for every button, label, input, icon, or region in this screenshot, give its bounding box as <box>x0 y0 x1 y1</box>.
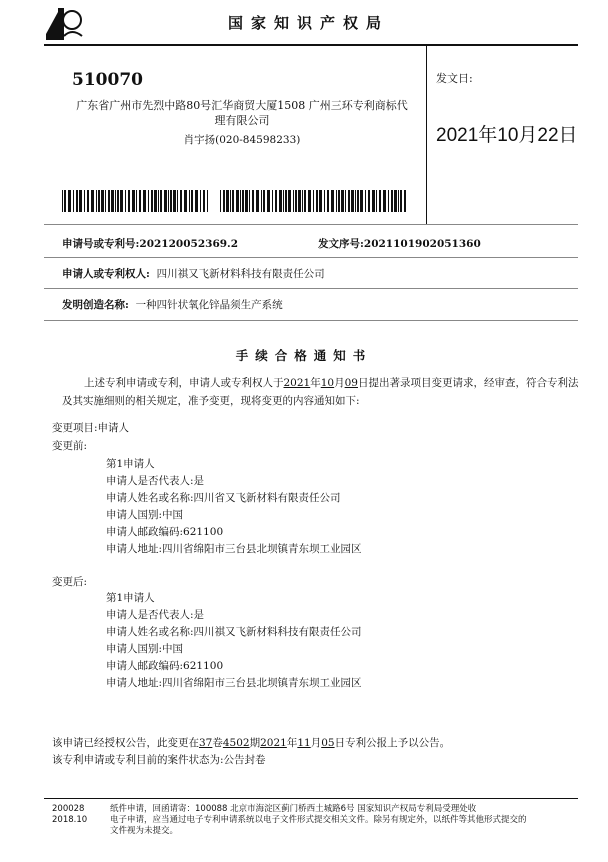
after-item: 申请人邮政编码:621100 <box>106 660 224 672</box>
before-item: 申请人邮政编码:621100 <box>106 526 224 538</box>
request-month: 10 <box>320 377 335 389</box>
footer-line-1: 纸件申请，回函请寄：100088 北京市海淀区蓟门桥西土城路6号 国家知识产权局专利局受理处收 <box>110 804 477 814</box>
after-item: 申请人姓名或名称:四川祺又飞新材料科技有限责任公司 <box>106 626 362 638</box>
pub-text: 该申请已经授权公告，此变更在 <box>52 737 199 749</box>
mailing-address <box>62 98 422 128</box>
application-number <box>62 236 238 251</box>
before-item: 申请人地址:四川省绵阳市三台县北坝镇青东坝工业园区 <box>106 543 362 555</box>
barcode-1 <box>62 190 208 212</box>
postcode: 510070 <box>72 70 143 90</box>
pub-text: 卷 <box>212 737 223 749</box>
notice-intro <box>62 374 582 410</box>
pub-day: 05 <box>321 737 335 749</box>
rule <box>44 257 578 258</box>
invention-label: 发明创造名称: <box>62 299 129 311</box>
address-divider <box>426 46 427 224</box>
intro-text: 日提出著录项目变更请求，经审查，符合专利法及其实施细则的相关规定，准予变更，现将变更的内容通知如下: <box>62 377 579 407</box>
before-label: 变更前: <box>52 440 88 452</box>
request-day: 09 <box>344 377 358 389</box>
address-line-2: 理有限公司 <box>214 114 270 127</box>
address-line-1: 广东省广州市先烈中路80号汇华商贸大厦1508 广州三环专利商标代 <box>76 99 408 112</box>
cnipa-logo <box>44 6 84 42</box>
office-title: 国家知识产权局 <box>228 14 390 32</box>
application-number-value: 202120052369.2 <box>139 238 239 250</box>
serial-number <box>318 236 481 251</box>
before-item: 申请人姓名或名称:四川省又飞新材料有限责任公司 <box>106 492 341 504</box>
intro-text: 月 <box>334 377 345 389</box>
request-year: 2021 <box>283 377 311 389</box>
application-number-label: 申请号或专利号: <box>62 238 140 250</box>
change-item: 变更项目:申请人 <box>52 422 130 434</box>
footer-rule <box>44 798 578 799</box>
header-rule <box>44 44 578 46</box>
intro-text: 上述专利申请或专利，申请人或专利权人于 <box>84 377 284 389</box>
notice-title: 手续合格通知书 <box>235 348 373 363</box>
serial-number-label: 发文序号: <box>318 238 364 250</box>
after-item: 第1申请人 <box>106 592 155 604</box>
after-label: 变更后: <box>52 576 88 588</box>
footer-line-3: 文件视为未提交。 <box>110 826 179 836</box>
after-item: 申请人国别:中国 <box>106 643 184 655</box>
pub-month: 11 <box>297 737 311 749</box>
applicant-label: 申请人或专利权人: <box>62 268 150 280</box>
barcode-2 <box>220 190 406 212</box>
pub-issue: 4502 <box>222 737 250 749</box>
applicant-value: 四川祺又飞新材料科技有限责任公司 <box>156 268 325 280</box>
pub-text: 月 <box>310 737 322 749</box>
footer-line-2: 电子申请，应当通过电子专利申请系统以电子文件形式提交相关文件。除另有规定外，以纸件等其他形式提交的 <box>110 815 527 825</box>
form-code: 200028 <box>52 804 85 814</box>
pub-text: 日专利公报上予以公告。 <box>334 737 451 749</box>
publication-notice <box>52 735 450 750</box>
after-item: 申请人地址:四川省绵阳市三台县北坝镇青东坝工业园区 <box>106 677 362 689</box>
before-item: 申请人国别:中国 <box>106 509 184 521</box>
pub-text: 年 <box>286 737 298 749</box>
case-status: 该专利申请或专利目前的案件状态为:公告封卷 <box>52 754 266 766</box>
rule <box>44 288 578 289</box>
form-version: 2018.10 <box>52 815 88 825</box>
applicant <box>62 266 325 281</box>
pub-year: 2021 <box>260 737 287 749</box>
issue-date-label: 发文日: <box>436 72 473 85</box>
after-item: 申请人是否代表人:是 <box>106 609 205 621</box>
pub-text: 期 <box>249 737 261 749</box>
before-item: 第1申请人 <box>106 458 155 470</box>
rule <box>44 224 578 225</box>
contact-person: 肖宇扬(020-84598233) <box>183 134 301 146</box>
invention-title <box>62 297 283 312</box>
intro-text: 年 <box>310 377 321 389</box>
before-item: 申请人是否代表人:是 <box>106 475 205 487</box>
serial-number-value: 2021101902051360 <box>363 238 481 250</box>
pub-volume: 37 <box>199 737 213 749</box>
issue-date: 2021年10月22日 <box>436 125 578 146</box>
rule <box>44 320 578 321</box>
invention-value: 一种四针状氧化锌晶须生产系统 <box>135 299 283 311</box>
